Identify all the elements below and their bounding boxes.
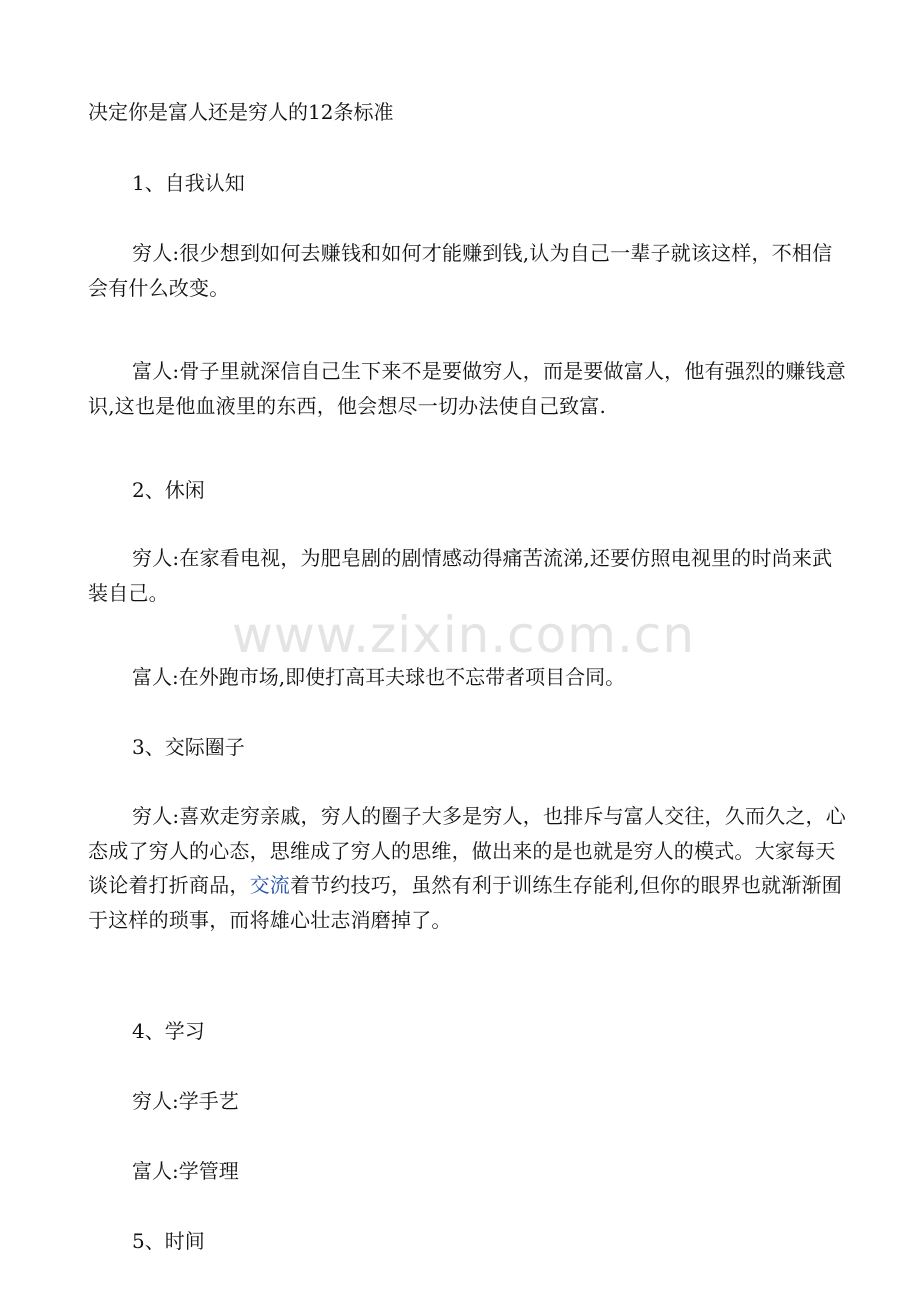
section-2-poor-paragraph: 穷人:在家看电视，为肥皂剧的剧情感动得痛苦流涕,还要仿照电视里的时尚来武装自己。 [88,546,833,605]
section-3-poor-text-before: 穷人:喜欢走穷亲戚，穷人的圈子大多是穷人，也排斥与富人交往，久而久之，心态成了穷人的心态，思维成了穷人的思维，做出来的是也就是穷人的模式。大家每天谈论着打折商品， [88,804,846,897]
section-1-rich-paragraph: 富人:骨子里就深信自己生下来不是要做穷人，而是要做富人，他有强烈的赚钱意识,这也是他血液里的东西，他会想尽一切办法使自己致富. [88,359,846,418]
section-4-poor-paragraph: 穷人:学手艺 [132,1089,239,1113]
section-3-poor-text-after: 着节约技巧，虽然有利于训练生存能利,但你的眼界也就渐渐囿于这样的琐事，而将雄心壮志消磨掉了。 [88,873,842,932]
section-1-heading: 1、自我认知 [132,171,245,195]
exchange-link[interactable]: 交流 [249,873,291,897]
section-4-heading: 4、学习 [132,1019,205,1043]
section-3-poor-paragraph [88,799,852,937]
section-4-rich-paragraph: 富人:学管理 [132,1159,239,1183]
section-5-heading: 5、时间 [132,1229,205,1253]
section-1-poor-paragraph: 穷人:很少想到如何去赚钱和如何才能赚到钱,认为自己一辈子就该这样，不相信会有什么改变。 [88,241,833,300]
section-2-heading: 2、休闲 [132,478,205,502]
section-3-heading: 3、交际圈子 [132,735,245,759]
section-2-rich-paragraph: 富人:在外跑市场,即使打高耳夫球也不忘带者项目合同。 [132,665,626,689]
watermark: www.zixin.com.cn [232,606,696,664]
document-title: 决定你是富人还是穷人的12条标准 [88,100,394,124]
